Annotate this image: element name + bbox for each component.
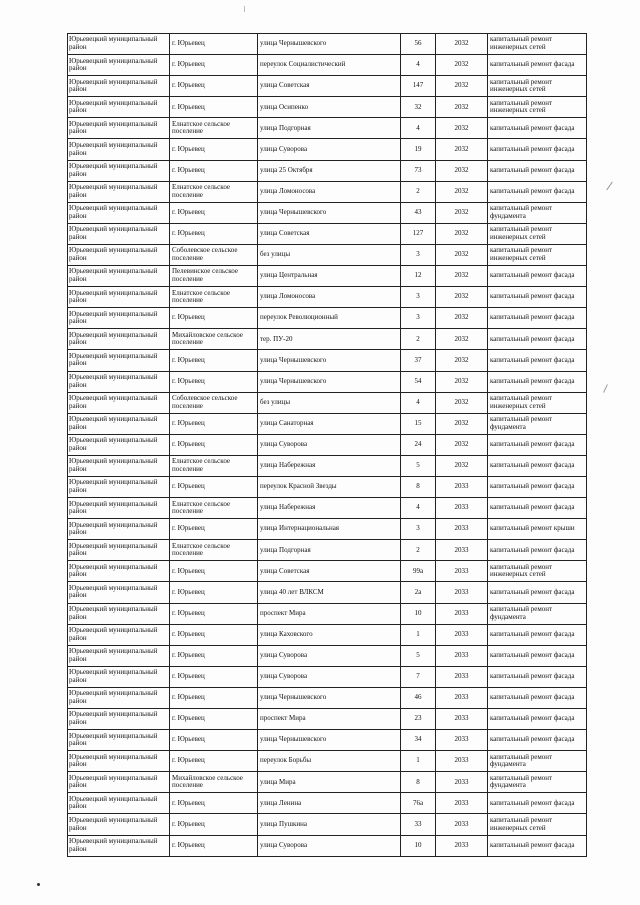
year-cell: 2032 — [436, 455, 488, 476]
settlement-cell: Елнатское сельское поселение — [170, 118, 258, 139]
district-cell: Юрьевецкий муниципальный район — [68, 793, 170, 814]
district-cell: Юрьевецкий муниципальный район — [68, 687, 170, 708]
year-cell: 2033 — [436, 814, 488, 835]
settlement-cell: г. Юрьевец — [170, 624, 258, 645]
house-number-cell: 2 — [401, 540, 436, 561]
year-cell: 2033 — [436, 793, 488, 814]
year-cell: 2033 — [436, 540, 488, 561]
district-cell: Юрьевецкий муниципальный район — [68, 751, 170, 772]
table-row — [68, 730, 587, 751]
year-cell: 2033 — [436, 730, 488, 751]
table-row — [68, 519, 587, 540]
settlement-cell: г. Юрьевец — [170, 76, 258, 97]
street-cell: улица 40 лет ВЛКСМ — [258, 582, 401, 603]
district-cell: Юрьевецкий муниципальный район — [68, 55, 170, 76]
district-cell: Юрьевецкий муниципальный район — [68, 329, 170, 350]
district-cell: Юрьевецкий муниципальный район — [68, 371, 170, 392]
table-row — [68, 413, 587, 434]
house-number-cell: 147 — [401, 76, 436, 97]
settlement-cell: г. Юрьевец — [170, 666, 258, 687]
settlement-cell: г. Юрьевец — [170, 751, 258, 772]
table-row — [68, 582, 587, 603]
settlement-cell: Соболевское сельское поселение — [170, 244, 258, 265]
table-row — [68, 835, 587, 856]
street-cell: улица Каховского — [258, 624, 401, 645]
house-number-cell: 8 — [401, 476, 436, 497]
street-cell: улица Советская — [258, 223, 401, 244]
house-number-cell: 3 — [401, 287, 436, 308]
table-row — [68, 392, 587, 413]
table-row — [68, 160, 587, 181]
street-cell: улица Интернациональная — [258, 519, 401, 540]
table-row — [68, 308, 587, 329]
scan-dot — [37, 883, 40, 886]
work-type-cell: капитальный ремонт инженерных сетей — [488, 76, 587, 97]
table-row — [68, 266, 587, 287]
work-type-cell: капитальный ремонт фундамента — [488, 772, 587, 793]
settlement-cell: г. Юрьевец — [170, 582, 258, 603]
year-cell: 2032 — [436, 413, 488, 434]
work-type-cell: капитальный ремонт фасада — [488, 139, 587, 160]
house-number-cell: 3 — [401, 308, 436, 329]
work-type-cell: капитальный ремонт фасада — [488, 835, 587, 856]
work-type-cell: капитальный ремонт фасада — [488, 287, 587, 308]
street-cell: улица Чернышевского — [258, 350, 401, 371]
street-cell: тер. ПУ-20 — [258, 329, 401, 350]
settlement-cell: г. Юрьевец — [170, 835, 258, 856]
settlement-cell: г. Юрьевец — [170, 97, 258, 118]
settlement-cell: г. Юрьевец — [170, 434, 258, 455]
street-cell: улица Советская — [258, 561, 401, 582]
street-cell: улица Суворова — [258, 835, 401, 856]
settlement-cell: Михайловское сельское поселение — [170, 329, 258, 350]
district-cell: Юрьевецкий муниципальный район — [68, 392, 170, 413]
year-cell: 2033 — [436, 666, 488, 687]
table-row — [68, 709, 587, 730]
settlement-cell: г. Юрьевец — [170, 730, 258, 751]
street-cell: улица Суворова — [258, 434, 401, 455]
settlement-cell: г. Юрьевец — [170, 519, 258, 540]
work-type-cell: капитальный ремонт инженерных сетей — [488, 34, 587, 55]
district-cell: Юрьевецкий муниципальный район — [68, 561, 170, 582]
table-row — [68, 55, 587, 76]
work-type-cell: капитальный ремонт фасада — [488, 498, 587, 519]
house-number-cell: 5 — [401, 645, 436, 666]
work-type-cell: капитальный ремонт фасада — [488, 476, 587, 497]
year-cell: 2033 — [436, 645, 488, 666]
house-number-cell: 4 — [401, 55, 436, 76]
table-row — [68, 624, 587, 645]
settlement-cell: Елнатское сельское поселение — [170, 498, 258, 519]
street-cell: улица Ломоносова — [258, 181, 401, 202]
table-row — [68, 772, 587, 793]
settlement-cell: Елнатское сельское поселение — [170, 287, 258, 308]
work-type-cell: капитальный ремонт фасада — [488, 624, 587, 645]
district-cell: Юрьевецкий муниципальный район — [68, 223, 170, 244]
district-cell: Юрьевецкий муниципальный район — [68, 244, 170, 265]
street-cell: улица Мира — [258, 772, 401, 793]
year-cell: 2033 — [436, 624, 488, 645]
repair-schedule-table — [67, 33, 587, 857]
district-cell: Юрьевецкий муниципальный район — [68, 139, 170, 160]
table-row — [68, 455, 587, 476]
district-cell: Юрьевецкий муниципальный район — [68, 97, 170, 118]
district-cell: Юрьевецкий муниципальный район — [68, 181, 170, 202]
year-cell: 2032 — [436, 202, 488, 223]
street-cell: без улицы — [258, 392, 401, 413]
house-number-cell: 4 — [401, 118, 436, 139]
year-cell: 2032 — [436, 392, 488, 413]
year-cell: 2033 — [436, 582, 488, 603]
district-cell: Юрьевецкий муниципальный район — [68, 730, 170, 751]
year-cell: 2032 — [436, 160, 488, 181]
house-number-cell: 19 — [401, 139, 436, 160]
work-type-cell: капитальный ремонт фасада — [488, 666, 587, 687]
street-cell: проспект Мира — [258, 603, 401, 624]
house-number-cell: 99а — [401, 561, 436, 582]
table-row — [68, 223, 587, 244]
year-cell: 2033 — [436, 835, 488, 856]
year-cell: 2033 — [436, 772, 488, 793]
street-cell: улица Осипенко — [258, 97, 401, 118]
street-cell: переулок Социалистический — [258, 55, 401, 76]
table-row — [68, 645, 587, 666]
house-number-cell: 34 — [401, 730, 436, 751]
settlement-cell: г. Юрьевец — [170, 371, 258, 392]
settlement-cell: г. Юрьевец — [170, 308, 258, 329]
work-type-cell: капитальный ремонт инженерных сетей — [488, 244, 587, 265]
year-cell: 2032 — [436, 76, 488, 97]
street-cell: улица Советская — [258, 76, 401, 97]
district-cell: Юрьевецкий муниципальный район — [68, 582, 170, 603]
scan-mark — [606, 182, 613, 191]
district-cell: Юрьевецкий муниципальный район — [68, 202, 170, 223]
street-cell: улица Пушкина — [258, 814, 401, 835]
table-row — [68, 139, 587, 160]
year-cell: 2033 — [436, 498, 488, 519]
table-row — [68, 751, 587, 772]
settlement-cell: Елнатское сельское поселение — [170, 540, 258, 561]
work-type-cell: капитальный ремонт фасада — [488, 645, 587, 666]
work-type-cell: капитальный ремонт фасада — [488, 709, 587, 730]
year-cell: 2032 — [436, 308, 488, 329]
district-cell: Юрьевецкий муниципальный район — [68, 709, 170, 730]
street-cell: улица Суворова — [258, 666, 401, 687]
table-row — [68, 287, 587, 308]
year-cell: 2032 — [436, 434, 488, 455]
street-cell: улица Центральная — [258, 266, 401, 287]
district-cell: Юрьевецкий муниципальный район — [68, 519, 170, 540]
work-type-cell: капитальный ремонт инженерных сетей — [488, 392, 587, 413]
settlement-cell: г. Юрьевец — [170, 55, 258, 76]
work-type-cell: капитальный ремонт фасада — [488, 160, 587, 181]
table-row — [68, 329, 587, 350]
house-number-cell: 56 — [401, 34, 436, 55]
district-cell: Юрьевецкий муниципальный район — [68, 476, 170, 497]
district-cell: Юрьевецкий муниципальный район — [68, 455, 170, 476]
house-number-cell: 46 — [401, 687, 436, 708]
year-cell: 2032 — [436, 287, 488, 308]
work-type-cell: капитальный ремонт фасада — [488, 687, 587, 708]
street-cell: улица 25 Октября — [258, 160, 401, 181]
house-number-cell: 32 — [401, 97, 436, 118]
district-cell: Юрьевецкий муниципальный район — [68, 308, 170, 329]
district-cell: Юрьевецкий муниципальный район — [68, 603, 170, 624]
street-cell: улица Ленина — [258, 793, 401, 814]
year-cell: 2032 — [436, 350, 488, 371]
house-number-cell: 33 — [401, 814, 436, 835]
year-cell: 2032 — [436, 97, 488, 118]
work-type-cell: капитальный ремонт фасада — [488, 730, 587, 751]
street-cell: улица Суворова — [258, 645, 401, 666]
table-row — [68, 434, 587, 455]
work-type-cell: капитальный ремонт фасада — [488, 118, 587, 139]
year-cell: 2032 — [436, 181, 488, 202]
year-cell: 2032 — [436, 55, 488, 76]
work-type-cell: капитальный ремонт фундамента — [488, 751, 587, 772]
district-cell: Юрьевецкий муниципальный район — [68, 413, 170, 434]
house-number-cell: 4 — [401, 392, 436, 413]
district-cell: Юрьевецкий муниципальный район — [68, 540, 170, 561]
work-type-cell: капитальный ремонт фасада — [488, 455, 587, 476]
house-number-cell: 1 — [401, 624, 436, 645]
house-number-cell: 8 — [401, 772, 436, 793]
table-row — [68, 371, 587, 392]
table-row — [68, 814, 587, 835]
work-type-cell: капитальный ремонт инженерных сетей — [488, 223, 587, 244]
year-cell: 2032 — [436, 371, 488, 392]
house-number-cell: 4 — [401, 498, 436, 519]
house-number-cell: 127 — [401, 223, 436, 244]
table-row — [68, 561, 587, 582]
street-cell: улица Чернышевского — [258, 202, 401, 223]
house-number-cell: 15 — [401, 413, 436, 434]
settlement-cell: г. Юрьевец — [170, 223, 258, 244]
house-number-cell: 2 — [401, 181, 436, 202]
house-number-cell: 2а — [401, 582, 436, 603]
settlement-cell: г. Юрьевец — [170, 687, 258, 708]
year-cell: 2032 — [436, 329, 488, 350]
settlement-cell: г. Юрьевец — [170, 603, 258, 624]
settlement-cell: Елнатское сельское поселение — [170, 181, 258, 202]
work-type-cell: капитальный ремонт фасада — [488, 793, 587, 814]
street-cell: улица Чернышевского — [258, 730, 401, 751]
work-type-cell: капитальный ремонт фасада — [488, 350, 587, 371]
year-cell: 2032 — [436, 266, 488, 287]
district-cell: Юрьевецкий муниципальный район — [68, 34, 170, 55]
settlement-cell: г. Юрьевец — [170, 160, 258, 181]
district-cell: Юрьевецкий муниципальный район — [68, 772, 170, 793]
table-row — [68, 793, 587, 814]
year-cell: 2033 — [436, 476, 488, 497]
work-type-cell: капитальный ремонт крыши — [488, 519, 587, 540]
district-cell: Юрьевецкий муниципальный район — [68, 645, 170, 666]
work-type-cell: капитальный ремонт фасада — [488, 371, 587, 392]
work-type-cell: капитальный ремонт фундамента — [488, 413, 587, 434]
street-cell: улица Подгорная — [258, 118, 401, 139]
settlement-cell: Михайловское сельское поселение — [170, 772, 258, 793]
settlement-cell: Елнатское сельское поселение — [170, 455, 258, 476]
work-type-cell: капитальный ремонт фасада — [488, 181, 587, 202]
street-cell: улица Набережная — [258, 498, 401, 519]
work-type-cell: капитальный ремонт фасада — [488, 329, 587, 350]
street-cell: улица Чернышевского — [258, 34, 401, 55]
year-cell: 2032 — [436, 139, 488, 160]
street-cell: переулок Красной Звезды — [258, 476, 401, 497]
street-cell: улица Чернышевского — [258, 371, 401, 392]
table-row — [68, 97, 587, 118]
year-cell: 2033 — [436, 603, 488, 624]
year-cell: 2032 — [436, 223, 488, 244]
street-cell: переулок Революционный — [258, 308, 401, 329]
street-cell: улица Санаторная — [258, 413, 401, 434]
house-number-cell: 2 — [401, 329, 436, 350]
street-cell: улица Чернышевского — [258, 687, 401, 708]
table-row — [68, 540, 587, 561]
table-row — [68, 181, 587, 202]
district-cell: Юрьевецкий муниципальный район — [68, 624, 170, 645]
table-row — [68, 687, 587, 708]
house-number-cell: 23 — [401, 709, 436, 730]
settlement-cell: г. Юрьевец — [170, 34, 258, 55]
table-row — [68, 350, 587, 371]
district-cell: Юрьевецкий муниципальный район — [68, 118, 170, 139]
house-number-cell: 43 — [401, 202, 436, 223]
scan-mark — [603, 384, 608, 393]
year-cell: 2033 — [436, 687, 488, 708]
work-type-cell: капитальный ремонт фундамента — [488, 202, 587, 223]
house-number-cell: 1 — [401, 751, 436, 772]
year-cell: 2033 — [436, 519, 488, 540]
table-row — [68, 34, 587, 55]
work-type-cell: капитальный ремонт фасада — [488, 308, 587, 329]
district-cell: Юрьевецкий муниципальный район — [68, 666, 170, 687]
settlement-cell: г. Юрьевец — [170, 202, 258, 223]
house-number-cell: 73 — [401, 160, 436, 181]
year-cell: 2033 — [436, 709, 488, 730]
settlement-cell: г. Юрьевец — [170, 561, 258, 582]
house-number-cell: 5 — [401, 455, 436, 476]
house-number-cell: 7 — [401, 666, 436, 687]
district-cell: Юрьевецкий муниципальный район — [68, 814, 170, 835]
work-type-cell: капитальный ремонт фасада — [488, 266, 587, 287]
table-row — [68, 603, 587, 624]
scan-mark — [244, 6, 245, 12]
settlement-cell: г. Юрьевец — [170, 413, 258, 434]
settlement-cell: г. Юрьевец — [170, 645, 258, 666]
district-cell: Юрьевецкий муниципальный район — [68, 76, 170, 97]
district-cell: Юрьевецкий муниципальный район — [68, 835, 170, 856]
table-body — [68, 34, 587, 857]
house-number-cell: 12 — [401, 266, 436, 287]
street-cell: улица Суворова — [258, 139, 401, 160]
house-number-cell: 24 — [401, 434, 436, 455]
work-type-cell: капитальный ремонт инженерных сетей — [488, 561, 587, 582]
table-row — [68, 498, 587, 519]
house-number-cell: 76а — [401, 793, 436, 814]
district-cell: Юрьевецкий муниципальный район — [68, 287, 170, 308]
district-cell: Юрьевецкий муниципальный район — [68, 350, 170, 371]
table-row — [68, 76, 587, 97]
year-cell: 2032 — [436, 34, 488, 55]
work-type-cell: капитальный ремонт фасада — [488, 540, 587, 561]
district-cell: Юрьевецкий муниципальный район — [68, 498, 170, 519]
house-number-cell: 3 — [401, 244, 436, 265]
street-cell: переулок Борьбы — [258, 751, 401, 772]
table-row — [68, 244, 587, 265]
settlement-cell: Соболевское сельское поселение — [170, 392, 258, 413]
house-number-cell: 10 — [401, 835, 436, 856]
work-type-cell: капитальный ремонт фасада — [488, 55, 587, 76]
work-type-cell: капитальный ремонт фундамента — [488, 603, 587, 624]
settlement-cell: г. Юрьевец — [170, 814, 258, 835]
settlement-cell: г. Юрьевец — [170, 709, 258, 730]
settlement-cell: г. Юрьевец — [170, 139, 258, 160]
table-row — [68, 476, 587, 497]
district-cell: Юрьевецкий муниципальный район — [68, 266, 170, 287]
work-type-cell: капитальный ремонт фасада — [488, 582, 587, 603]
year-cell: 2033 — [436, 561, 488, 582]
table-row — [68, 666, 587, 687]
house-number-cell: 10 — [401, 603, 436, 624]
settlement-cell: г. Юрьевец — [170, 793, 258, 814]
district-cell: Юрьевецкий муниципальный район — [68, 160, 170, 181]
settlement-cell: г. Юрьевец — [170, 476, 258, 497]
district-cell: Юрьевецкий муниципальный район — [68, 434, 170, 455]
street-cell: без улицы — [258, 244, 401, 265]
house-number-cell: 54 — [401, 371, 436, 392]
street-cell: улица Подгорная — [258, 540, 401, 561]
settlement-cell: Пелевинское сельское поселение — [170, 266, 258, 287]
table-row — [68, 202, 587, 223]
street-cell: улица Набережная — [258, 455, 401, 476]
street-cell: проспект Мира — [258, 709, 401, 730]
year-cell: 2032 — [436, 244, 488, 265]
work-type-cell: капитальный ремонт инженерных сетей — [488, 814, 587, 835]
house-number-cell: 3 — [401, 519, 436, 540]
work-type-cell: капитальный ремонт инженерных сетей — [488, 97, 587, 118]
table-row — [68, 118, 587, 139]
year-cell: 2032 — [436, 118, 488, 139]
street-cell: улица Ломоносова — [258, 287, 401, 308]
work-type-cell: капитальный ремонт фасада — [488, 434, 587, 455]
settlement-cell: г. Юрьевец — [170, 350, 258, 371]
year-cell: 2033 — [436, 751, 488, 772]
house-number-cell: 37 — [401, 350, 436, 371]
